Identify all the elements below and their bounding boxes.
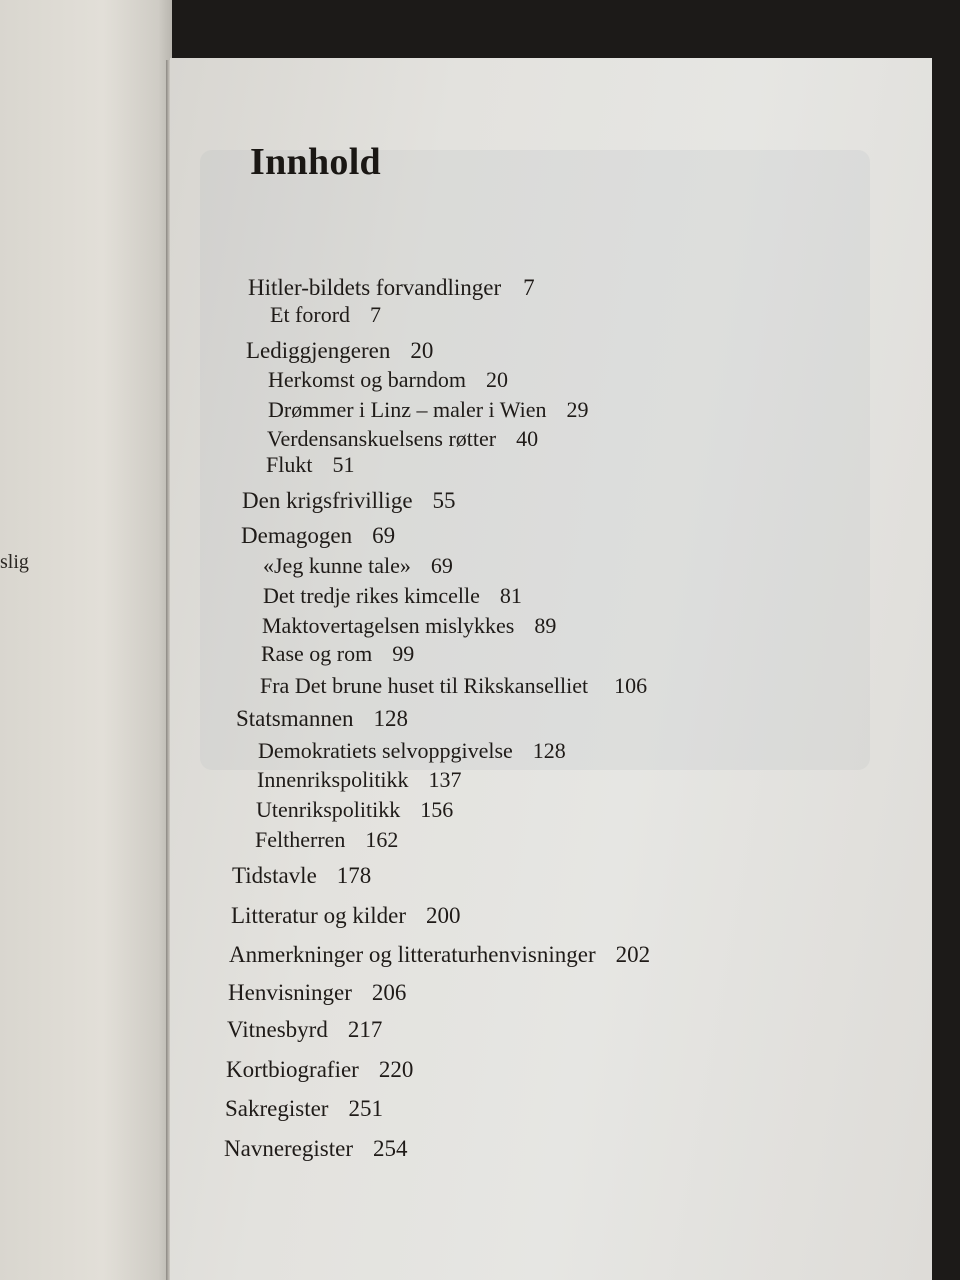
toc-page-number: 162 [365, 827, 399, 852]
toc-page-number: 69 [372, 523, 396, 548]
toc-entry-title: Hitler-bildets forvandlinger [248, 275, 502, 300]
toc-subentry [257, 766, 462, 794]
toc-entry-title: Statsmannen [236, 706, 354, 731]
toc-entry-title: Litteratur og kilder [231, 903, 406, 928]
toc-page-number: 51 [332, 452, 355, 477]
toc-subentry [267, 425, 538, 453]
toc-entry-title: Det tredje rikes kimcelle [263, 583, 480, 608]
toc-entry-title: Lediggjengeren [246, 338, 391, 363]
contents-heading: Innhold [250, 141, 381, 183]
left-page-text-fragment: slig [0, 551, 29, 573]
toc-entry [236, 705, 408, 733]
toc-entry-title: Demagogen [241, 523, 353, 548]
toc-entry [224, 1135, 408, 1163]
toc-page-number: 40 [516, 426, 539, 451]
toc-subentry [263, 552, 453, 580]
toc-entry-title: Verdensanskuelsens røtter [267, 426, 497, 451]
toc-entry-title: Sakregister [225, 1096, 329, 1121]
toc-subentry [268, 396, 589, 424]
toc-entry-title: Rase og rom [261, 641, 373, 666]
toc-entry-title: Anmerkninger og litteraturhenvisninger [229, 942, 596, 967]
toc-entry-title: Utenrikspolitikk [256, 797, 401, 822]
toc-subentry [263, 582, 522, 610]
toc-entry [241, 522, 395, 550]
toc-page-number: 20 [485, 367, 508, 392]
toc-entry [226, 1056, 413, 1084]
toc-page-number: 69 [430, 553, 453, 578]
toc-page-number: 200 [426, 903, 461, 928]
toc-entry-title: Maktovertagelsen mislykkes [262, 613, 515, 638]
toc-entry-title: Tidstavle [232, 863, 317, 888]
toc-page-number: 99 [392, 641, 415, 666]
toc-subentry [261, 640, 414, 668]
toc-page-number: 106 [614, 673, 648, 698]
toc-page-number: 89 [534, 613, 557, 638]
toc-page-number: 178 [336, 863, 372, 888]
toc-page-number: 251 [348, 1096, 383, 1121]
toc-page-number: 55 [432, 488, 456, 513]
toc-entry-title: Den krigsfrivillige [242, 488, 413, 513]
toc-entry-title: Drømmer i Linz – maler i Wien [268, 397, 547, 422]
toc-entry [229, 941, 650, 969]
toc-page-number: 81 [499, 583, 522, 608]
toc-page-number: 128 [373, 706, 409, 731]
toc-page-number: 202 [615, 942, 651, 967]
toc-page-number: 137 [428, 767, 462, 792]
toc-entry [227, 1016, 382, 1044]
toc-entry-title: Kortbiografier [226, 1057, 359, 1082]
toc-page-number: 20 [410, 338, 434, 363]
toc-entry [248, 274, 535, 302]
toc-entry [231, 902, 461, 930]
toc-entry-title: Herkomst og barndom [268, 367, 466, 392]
toc-page-number: 29 [566, 397, 589, 422]
toc-entry [242, 487, 456, 515]
toc-entry [232, 862, 371, 890]
toc-entry-title: Henvisninger [228, 980, 352, 1005]
toc-page-number: 128 [532, 738, 566, 763]
toc-entry-title: Fra Det brune huset til Rikskanselliet [260, 673, 589, 698]
toc-subentry [262, 612, 556, 640]
toc-subentry [260, 672, 647, 700]
toc-entry-title: Flukt [266, 452, 313, 477]
toc-page-number: 254 [373, 1136, 408, 1161]
toc-page-number: 220 [378, 1057, 414, 1082]
toc-page-number: 7 [370, 302, 382, 327]
toc-entry-title: «Jeg kunne tale» [263, 553, 411, 578]
toc-entry [246, 337, 433, 365]
toc-subentry [256, 796, 453, 824]
toc-entry-title: Innenrikspolitikk [257, 767, 409, 792]
toc-subentry [258, 737, 566, 765]
toc-page-number: 7 [523, 275, 535, 300]
toc-subentry [268, 366, 508, 394]
toc-subentry [255, 826, 398, 854]
toc-entry [228, 979, 406, 1007]
toc-entry-title: Navneregister [224, 1136, 353, 1161]
toc-subentry [270, 301, 381, 329]
toc-page-number: 156 [420, 797, 454, 822]
toc-page-number: 217 [347, 1017, 383, 1042]
toc-page-number: 206 [371, 980, 407, 1005]
toc-entry [225, 1095, 383, 1123]
toc-entry-title: Vitnesbyrd [227, 1017, 328, 1042]
toc-entry-title: Et forord [270, 302, 351, 327]
toc-entry-title: Demokratiets selvoppgivelse [258, 738, 513, 763]
toc-subentry [266, 451, 354, 479]
toc-entry-title: Feltherren [255, 827, 346, 852]
